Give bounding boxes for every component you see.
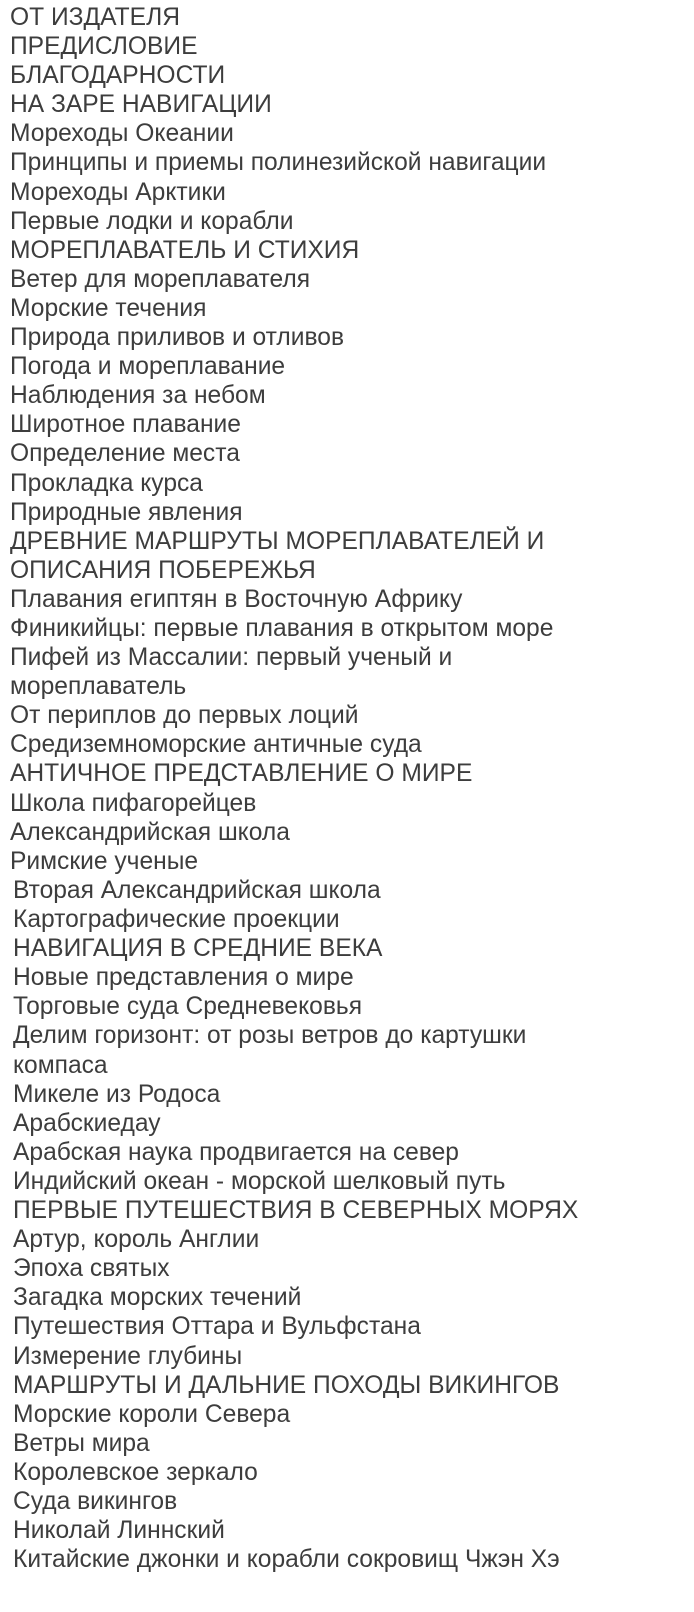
toc-entry-chapter[interactable]: Арабская наука продвигается на север [13,1138,459,1166]
toc-entry-chapter[interactable]: Путешествия Оттара и Вульфстана [13,1313,421,1341]
toc-entry-chapter[interactable]: Широтное плавание [10,411,241,439]
toc-entry-chapter[interactable]: От периплов до первых лоций [10,702,359,730]
toc-entry-chapter[interactable]: Ветры мира [13,1429,150,1457]
toc-entry-chapter[interactable]: Мореходы Арктики [10,178,226,206]
toc-entry-section[interactable]: ДРЕВНИЕ МАРШРУТЫ МОРЕПЛАВАТЕЛЕЙ И ОПИСАНИЯ ПОБЕРЕЖЬЯ [10,527,545,584]
toc-entry-chapter[interactable]: Микеле из Родоса [13,1080,221,1108]
toc-entry-chapter[interactable]: Мореходы Океании [10,120,234,148]
table-of-contents-part-1 [10,3,680,876]
toc-entry-chapter[interactable]: Природные явления [10,498,243,526]
toc-entry-chapter[interactable]: Александрийская школа [10,818,290,846]
toc-entry-chapter[interactable]: Наблюдения за небом [10,382,266,410]
toc-entry-section[interactable]: БЛАГОДАРНОСТИ [10,62,226,90]
toc-entry-section[interactable]: МАРШРУТЫ И ДАЛЬНИЕ ПОХОДЫ ВИКИНГОВ [13,1371,560,1399]
toc-entry-chapter[interactable]: Прокладка курса [10,469,203,497]
toc-entry-chapter[interactable]: Пифей из Массалии: первый ученый и мореплаватель [10,644,453,701]
toc-entry-section[interactable]: ОТ ИЗДАТЕЛЯ [10,4,180,31]
toc-entry-chapter[interactable]: Морские течения [10,294,207,322]
toc-entry-chapter[interactable]: Школа пифагорейцев [10,789,257,817]
toc-entry-section[interactable]: АНТИЧНОЕ ПРЕДСТАВЛЕНИЕ О МИРЕ [10,760,473,788]
toc-entry-chapter[interactable]: Принципы и приемы полинезийской навигации [10,149,547,177]
toc-entry-chapter[interactable]: Финикийцы: первые плавания в открытом море [10,614,554,642]
toc-entry-chapter[interactable]: Николай Линнский [13,1517,225,1545]
toc-entry-section[interactable]: ПЕРВЫЕ ПУТЕШЕСТВИЯ В СЕВЕРНЫХ МОРЯХ [13,1197,579,1225]
toc-entry-chapter[interactable]: Загадка морских течений [13,1284,302,1312]
toc-entry-chapter[interactable]: Морские короли Севера [13,1400,291,1428]
toc-entry-chapter[interactable]: Вторая Александрийская школа [13,877,381,904]
toc-entry-chapter[interactable]: Ветер для мореплавателя [10,265,311,293]
toc-entry-chapter[interactable]: Новые представления о мире [13,964,354,992]
toc-entry-chapter[interactable]: Арабскиедау [13,1109,161,1137]
toc-entry-chapter[interactable]: Римские ученые [10,847,199,875]
toc-entry-chapter[interactable]: Погода и мореплавание [10,353,286,381]
toc-entry-chapter[interactable]: Королевское зеркало [13,1458,258,1486]
toc-entry-chapter[interactable]: Измерение глубины [13,1342,243,1370]
toc-entry-chapter[interactable]: Торговые суда Средневековья [13,993,363,1021]
toc-entry-chapter[interactable]: Эпоха святых [13,1255,170,1283]
toc-entry-chapter[interactable]: Плавания египтян в Восточную Африку [10,585,463,613]
toc-entry-chapter[interactable]: Суда викингов [13,1487,178,1515]
toc-entry-chapter[interactable]: Индийский океан - морской шелковый путь [13,1167,506,1195]
table-of-contents-part-2 [13,876,683,1574]
toc-entry-chapter[interactable]: Делим горизонт: от розы ветров до картушки компаса [13,1022,527,1079]
toc-entry-section[interactable]: ПРЕДИСЛОВИЕ [10,33,198,61]
toc-entry-chapter[interactable]: Китайские джонки и корабли сокровищ Чжэн Хэ [13,1546,560,1574]
toc-entry-chapter[interactable]: Картографические проекции [13,906,340,934]
toc-entry-chapter[interactable]: Первые лодки и корабли [10,207,294,235]
toc-entry-section[interactable]: МОРЕПЛАВАТЕЛЬ И СТИХИЯ [10,236,360,264]
toc-entry-chapter[interactable]: Средиземноморские античные суда [10,731,422,759]
toc-entry-section[interactable]: НА ЗАРЕ НАВИГАЦИИ [10,91,272,119]
toc-entry-section[interactable]: НАВИГАЦИЯ В СРЕДНИЕ ВЕКА [13,935,383,963]
toc-entry-chapter[interactable]: Артур, король Англии [13,1226,260,1254]
toc-entry-chapter[interactable]: Природа приливов и отливов [10,324,345,352]
toc-entry-chapter[interactable]: Определение места [10,440,240,468]
